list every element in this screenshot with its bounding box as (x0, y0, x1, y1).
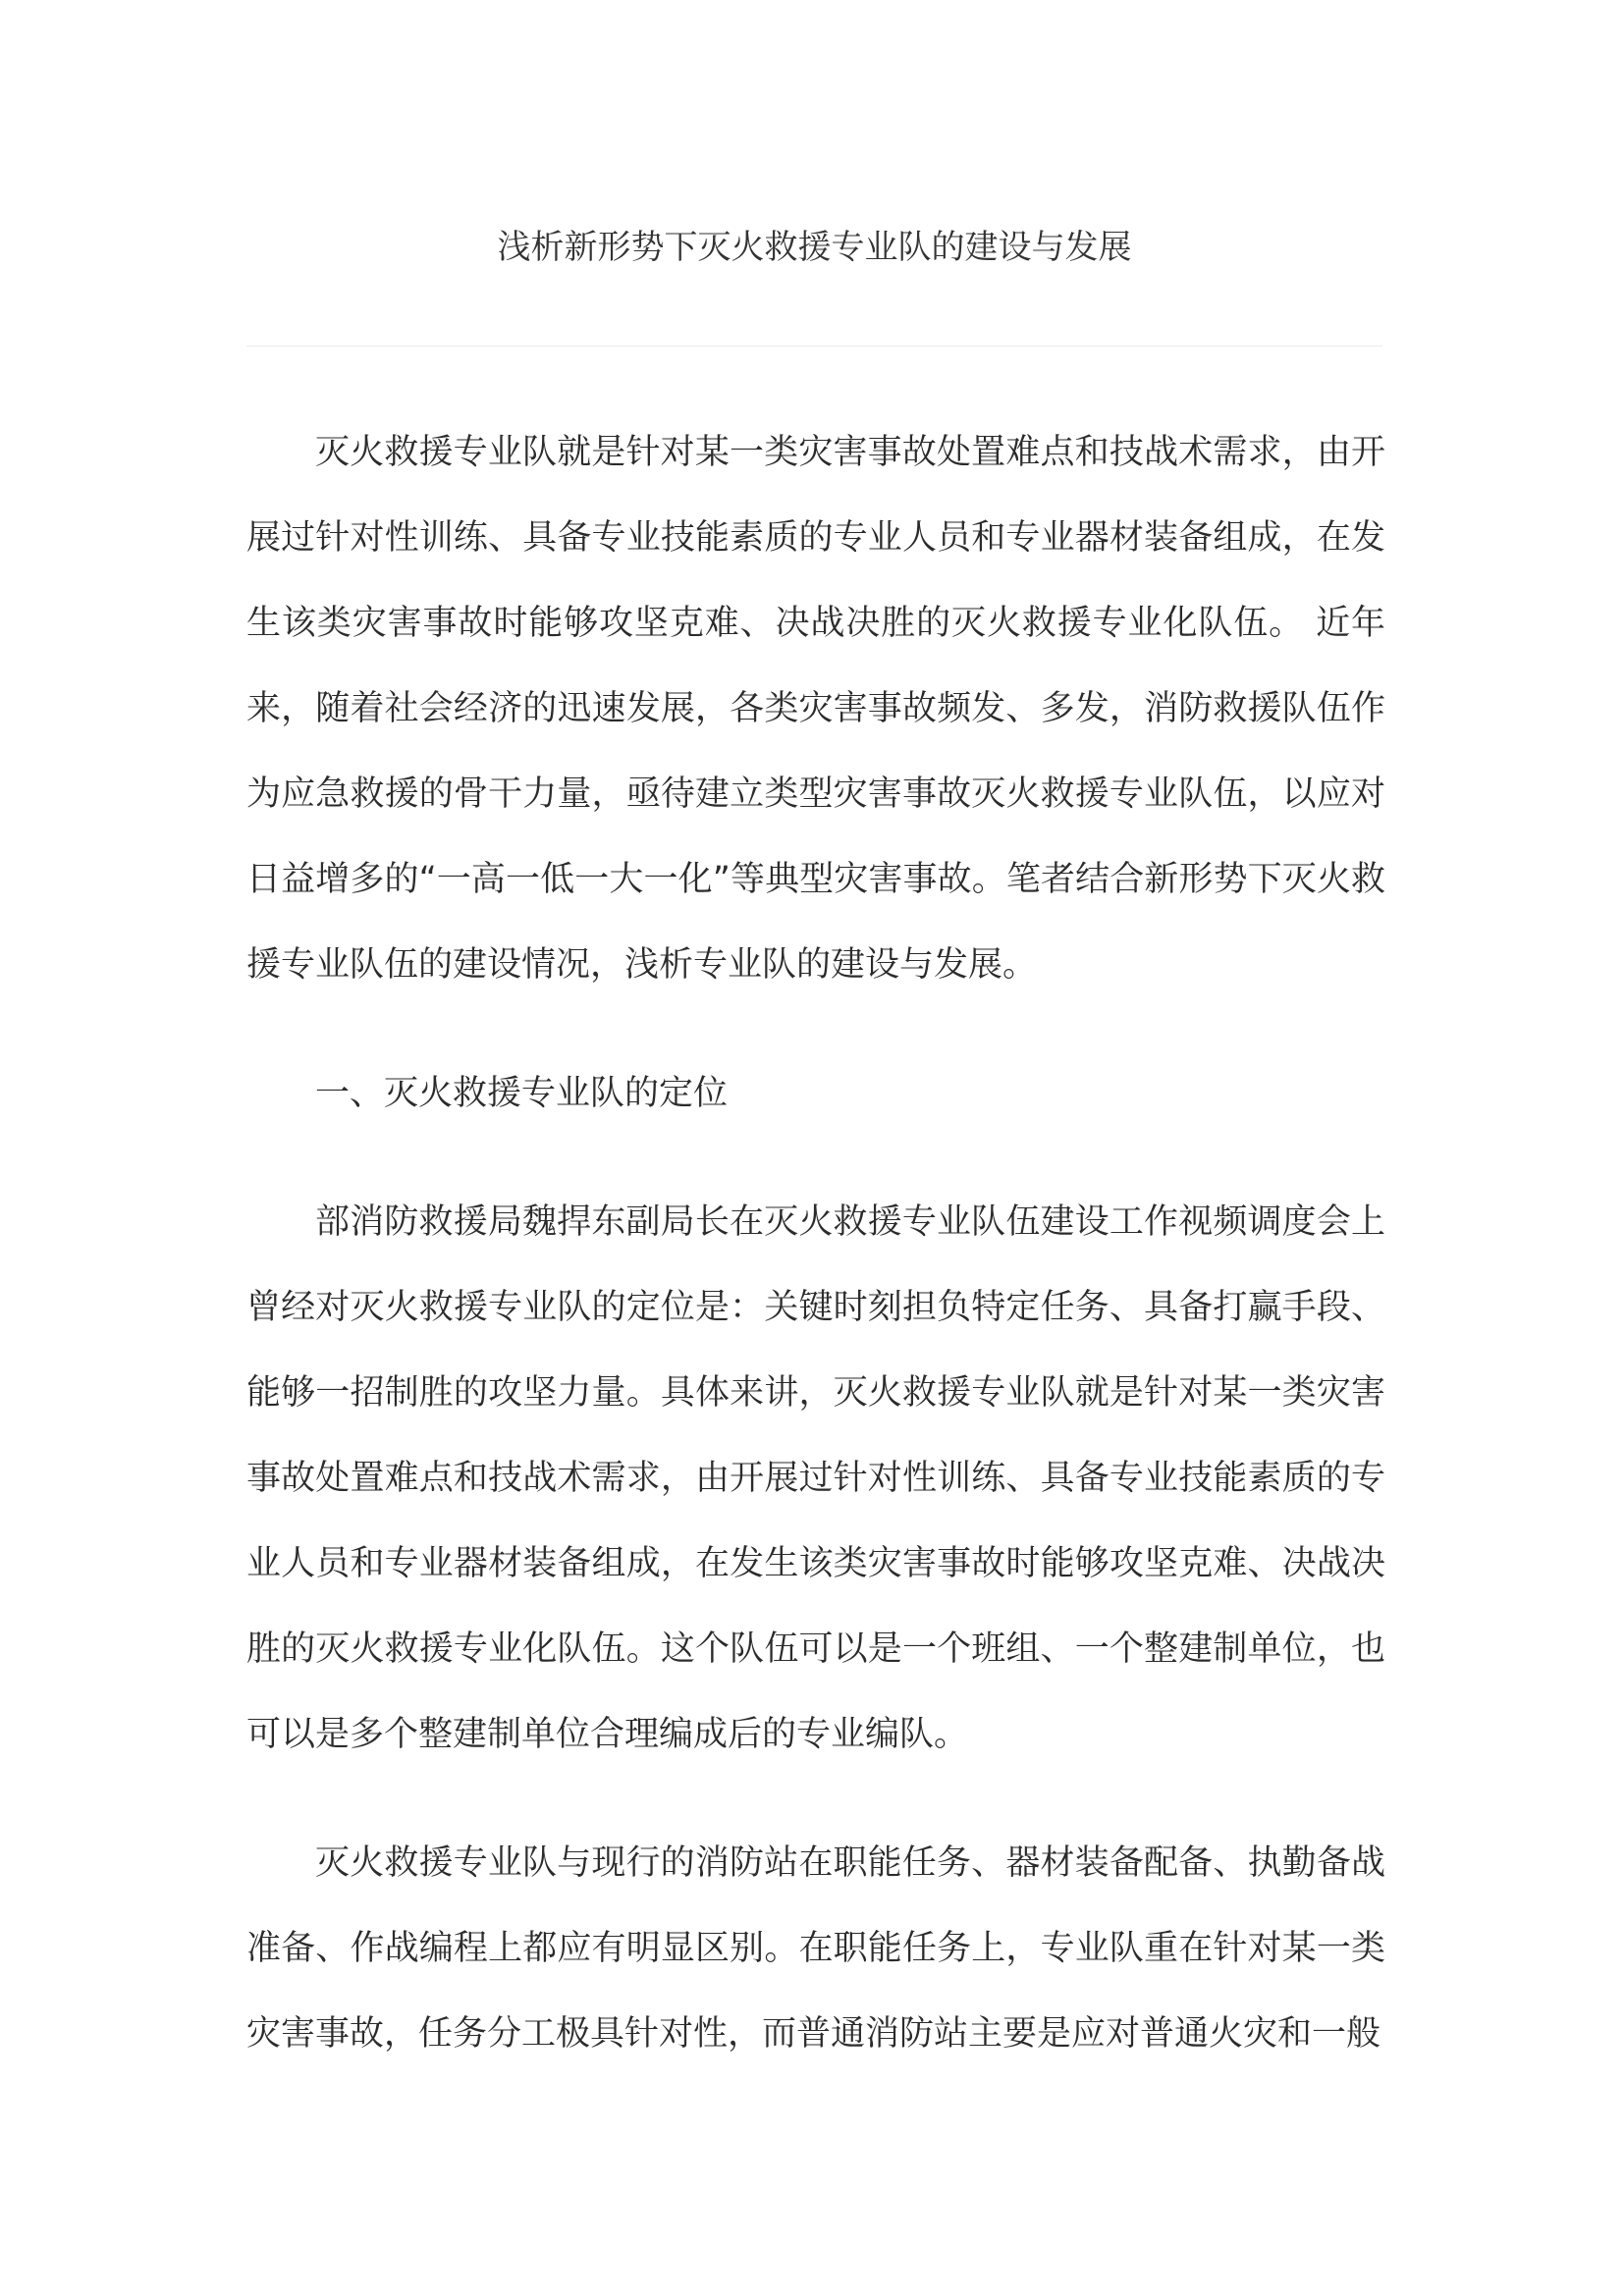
section-heading: 一、灭火救援专业队的定位 (315, 1074, 729, 1113)
title-divider (246, 346, 1382, 347)
document-title: 浅析新形势下灭火救援专业队的建设与发展 (497, 228, 1132, 267)
paragraph-comparison: 灭火救援专业队与现行的消防站在职能任务、器材装备配备、执勤备战准备、作战编程上都应有明显区别。在职能任务上，专业队重在针对某一类灾害事故，任务分工极具针对性，而普通消防站主要是应对普通火灾和一般 (246, 1843, 1385, 2054)
paragraph-intro: 灭火救援专业队就是针对某一类灾害事故处置难点和技战术需求，由开展过针对性训练、具备专业技能素质的专业人员和专业器材装备组成，在发生该类灾害事故时能够攻坚克难、决战决胜的灭火救援专业化队伍。 近年来，随着社会经济的迅速发展，各类灾害事故频发、多发，消防救援队伍作为应急救援的骨干力量，亟待建立类型灾害事故灭火救援专业队伍，以应对日益增多的“一高一低一大一化”等典型灾害事故。笔者结合新形势下灭火救援专业队伍的建设情况，浅析专业队的建设与发展。 (246, 433, 1385, 985)
document-body (246, 410, 1385, 2120)
paragraph-positioning: 部消防救援局魏捍东副局长在灭火救援专业队伍建设工作视频调度会上曾经对灭火救援专业队的定位是：关键时刻担负特定任务、具备打赢手段、能够一招制胜的攻坚力量。具体来讲，灭火救援专业队就是针对某一类灾害事故处置难点和技战术需求，由开展过针对性训练、具备专业技能素质的专业人员和专业器材装备组成，在发生该类灾害事故时能够攻坚克难、决战决胜的灭火救援专业化队伍。这个队伍可以是一个班组、一个整建制单位，也可以是多个整建制单位合理编成后的专业编队。 (246, 1202, 1385, 1754)
